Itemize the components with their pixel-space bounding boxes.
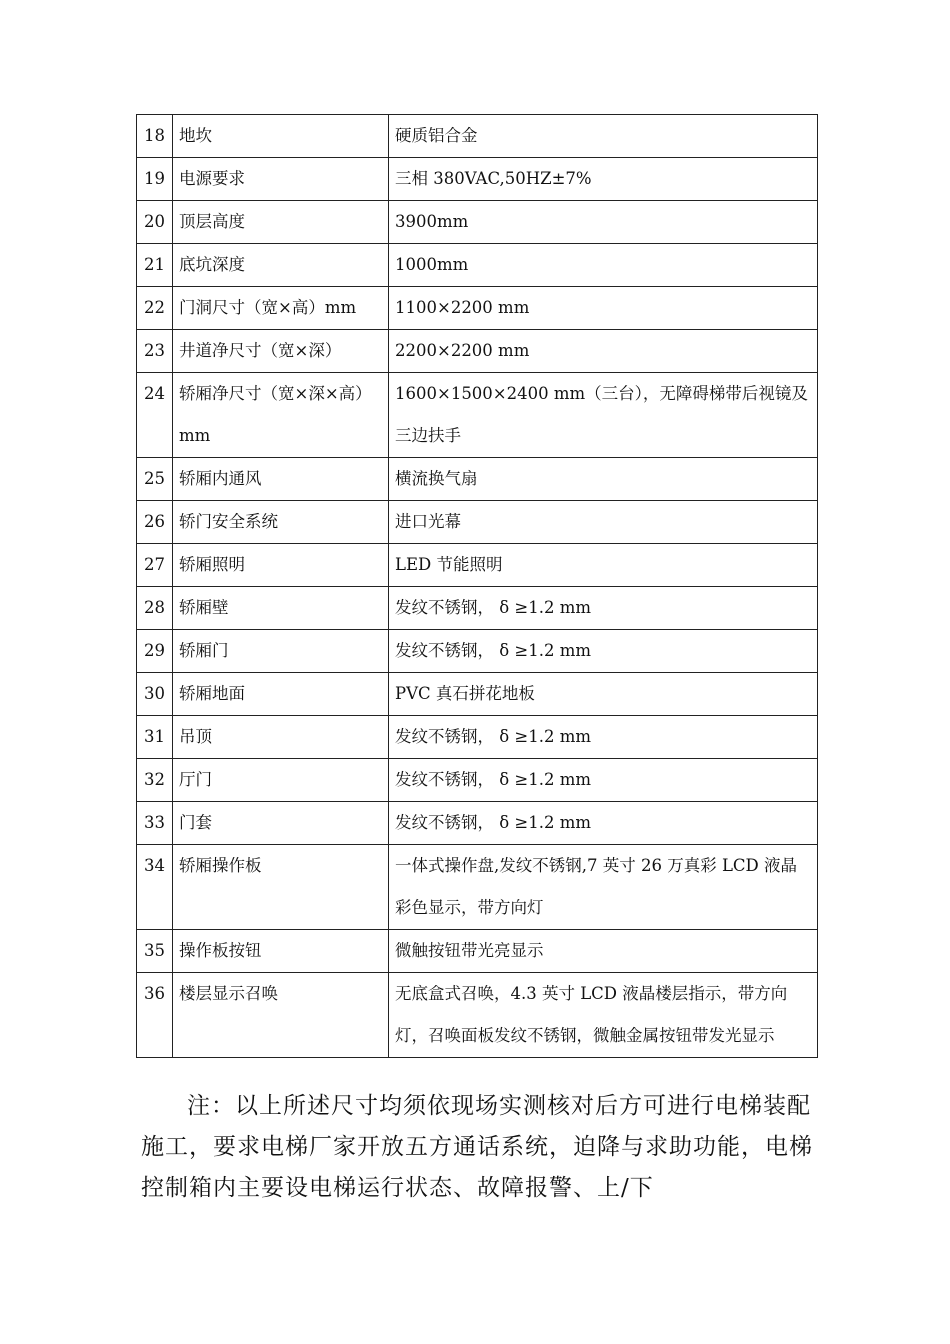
row-value: 3900mm	[389, 201, 818, 244]
row-number: 29	[137, 630, 173, 673]
row-number: 28	[137, 587, 173, 630]
table-row	[137, 373, 818, 458]
row-number: 34	[137, 845, 173, 930]
row-number: 33	[137, 802, 173, 845]
row-number: 26	[137, 501, 173, 544]
row-number: 21	[137, 244, 173, 287]
row-value: 2200×2200 mm	[389, 330, 818, 373]
row-item: 厅门	[173, 759, 389, 802]
table-row	[137, 716, 818, 759]
row-number: 27	[137, 544, 173, 587]
row-number: 32	[137, 759, 173, 802]
row-number: 20	[137, 201, 173, 244]
row-value: 三相 380VAC,50HZ±7%	[389, 158, 818, 201]
table-row	[137, 458, 818, 501]
row-item: 电源要求	[173, 158, 389, 201]
table-row	[137, 501, 818, 544]
table-row	[137, 201, 818, 244]
row-number: 31	[137, 716, 173, 759]
row-value: 发纹不锈钢， δ ≥1.2 mm	[389, 630, 818, 673]
table-row	[137, 587, 818, 630]
table-row	[137, 759, 818, 802]
row-value: 无底盒式召唤，4.3 英寸 LCD 液晶楼层指示，带方向灯，召唤面板发纹不锈钢，微触金属按钮带发光显示	[389, 973, 818, 1058]
table-row	[137, 330, 818, 373]
row-number: 36	[137, 973, 173, 1058]
row-value: 发纹不锈钢， δ ≥1.2 mm	[389, 802, 818, 845]
row-value: 硬质铝合金	[389, 115, 818, 158]
row-number: 18	[137, 115, 173, 158]
row-item: 地坎	[173, 115, 389, 158]
row-item: 轿门安全系统	[173, 501, 389, 544]
row-value: 发纹不锈钢， δ ≥1.2 mm	[389, 759, 818, 802]
row-item: 轿厢净尺寸（宽×深×高）mm	[173, 373, 389, 458]
row-item: 轿厢壁	[173, 587, 389, 630]
table-row	[137, 158, 818, 201]
row-item: 轿厢内通风	[173, 458, 389, 501]
table-row	[137, 115, 818, 158]
row-value: 横流换气扇	[389, 458, 818, 501]
table-row	[137, 244, 818, 287]
row-item: 操作板按钮	[173, 930, 389, 973]
row-item: 门洞尺寸（宽×高）mm	[173, 287, 389, 330]
spec-table-body	[137, 115, 818, 1058]
row-value: 发纹不锈钢， δ ≥1.2 mm	[389, 587, 818, 630]
row-number: 35	[137, 930, 173, 973]
row-item: 门套	[173, 802, 389, 845]
row-value: 进口光幕	[389, 501, 818, 544]
row-value: 一体式操作盘,发纹不锈钢,7 英寸 26 万真彩 LCD 液晶彩色显示，带方向灯	[389, 845, 818, 930]
note-paragraph: 注：以上所述尺寸均须依现场实测核对后方可进行电梯装配施工，要求电梯厂家开放五方通话系统，迫降与求助功能，电梯控制箱内主要设电梯运行状态、故障报警、上/下	[141, 1093, 813, 1201]
row-number: 23	[137, 330, 173, 373]
row-item: 底坑深度	[173, 244, 389, 287]
table-row	[137, 973, 818, 1058]
row-item: 吊顶	[173, 716, 389, 759]
row-number: 22	[137, 287, 173, 330]
row-value: PVC 真石拼花地板	[389, 673, 818, 716]
row-value: 1600×1500×2400 mm（三台），无障碍梯带后视镜及三边扶手	[389, 373, 818, 458]
row-value: 1100×2200 mm	[389, 287, 818, 330]
table-row	[137, 845, 818, 930]
table-row	[137, 673, 818, 716]
row-item: 轿厢地面	[173, 673, 389, 716]
row-number: 24	[137, 373, 173, 458]
row-item: 楼层显示召唤	[173, 973, 389, 1058]
table-row	[137, 630, 818, 673]
row-number: 25	[137, 458, 173, 501]
row-value: 发纹不锈钢， δ ≥1.2 mm	[389, 716, 818, 759]
row-item: 轿厢门	[173, 630, 389, 673]
row-item: 轿厢操作板	[173, 845, 389, 930]
table-row	[137, 802, 818, 845]
table-row	[137, 287, 818, 330]
elevator-spec-table	[136, 114, 818, 1058]
row-number: 19	[137, 158, 173, 201]
row-item: 井道净尺寸（宽×深）	[173, 330, 389, 373]
row-item: 轿厢照明	[173, 544, 389, 587]
row-value: 微触按钮带光亮显示	[389, 930, 818, 973]
row-number: 30	[137, 673, 173, 716]
row-value: LED 节能照明	[389, 544, 818, 587]
table-row	[137, 930, 818, 973]
row-value: 1000mm	[389, 244, 818, 287]
row-item: 顶层高度	[173, 201, 389, 244]
table-row	[137, 544, 818, 587]
